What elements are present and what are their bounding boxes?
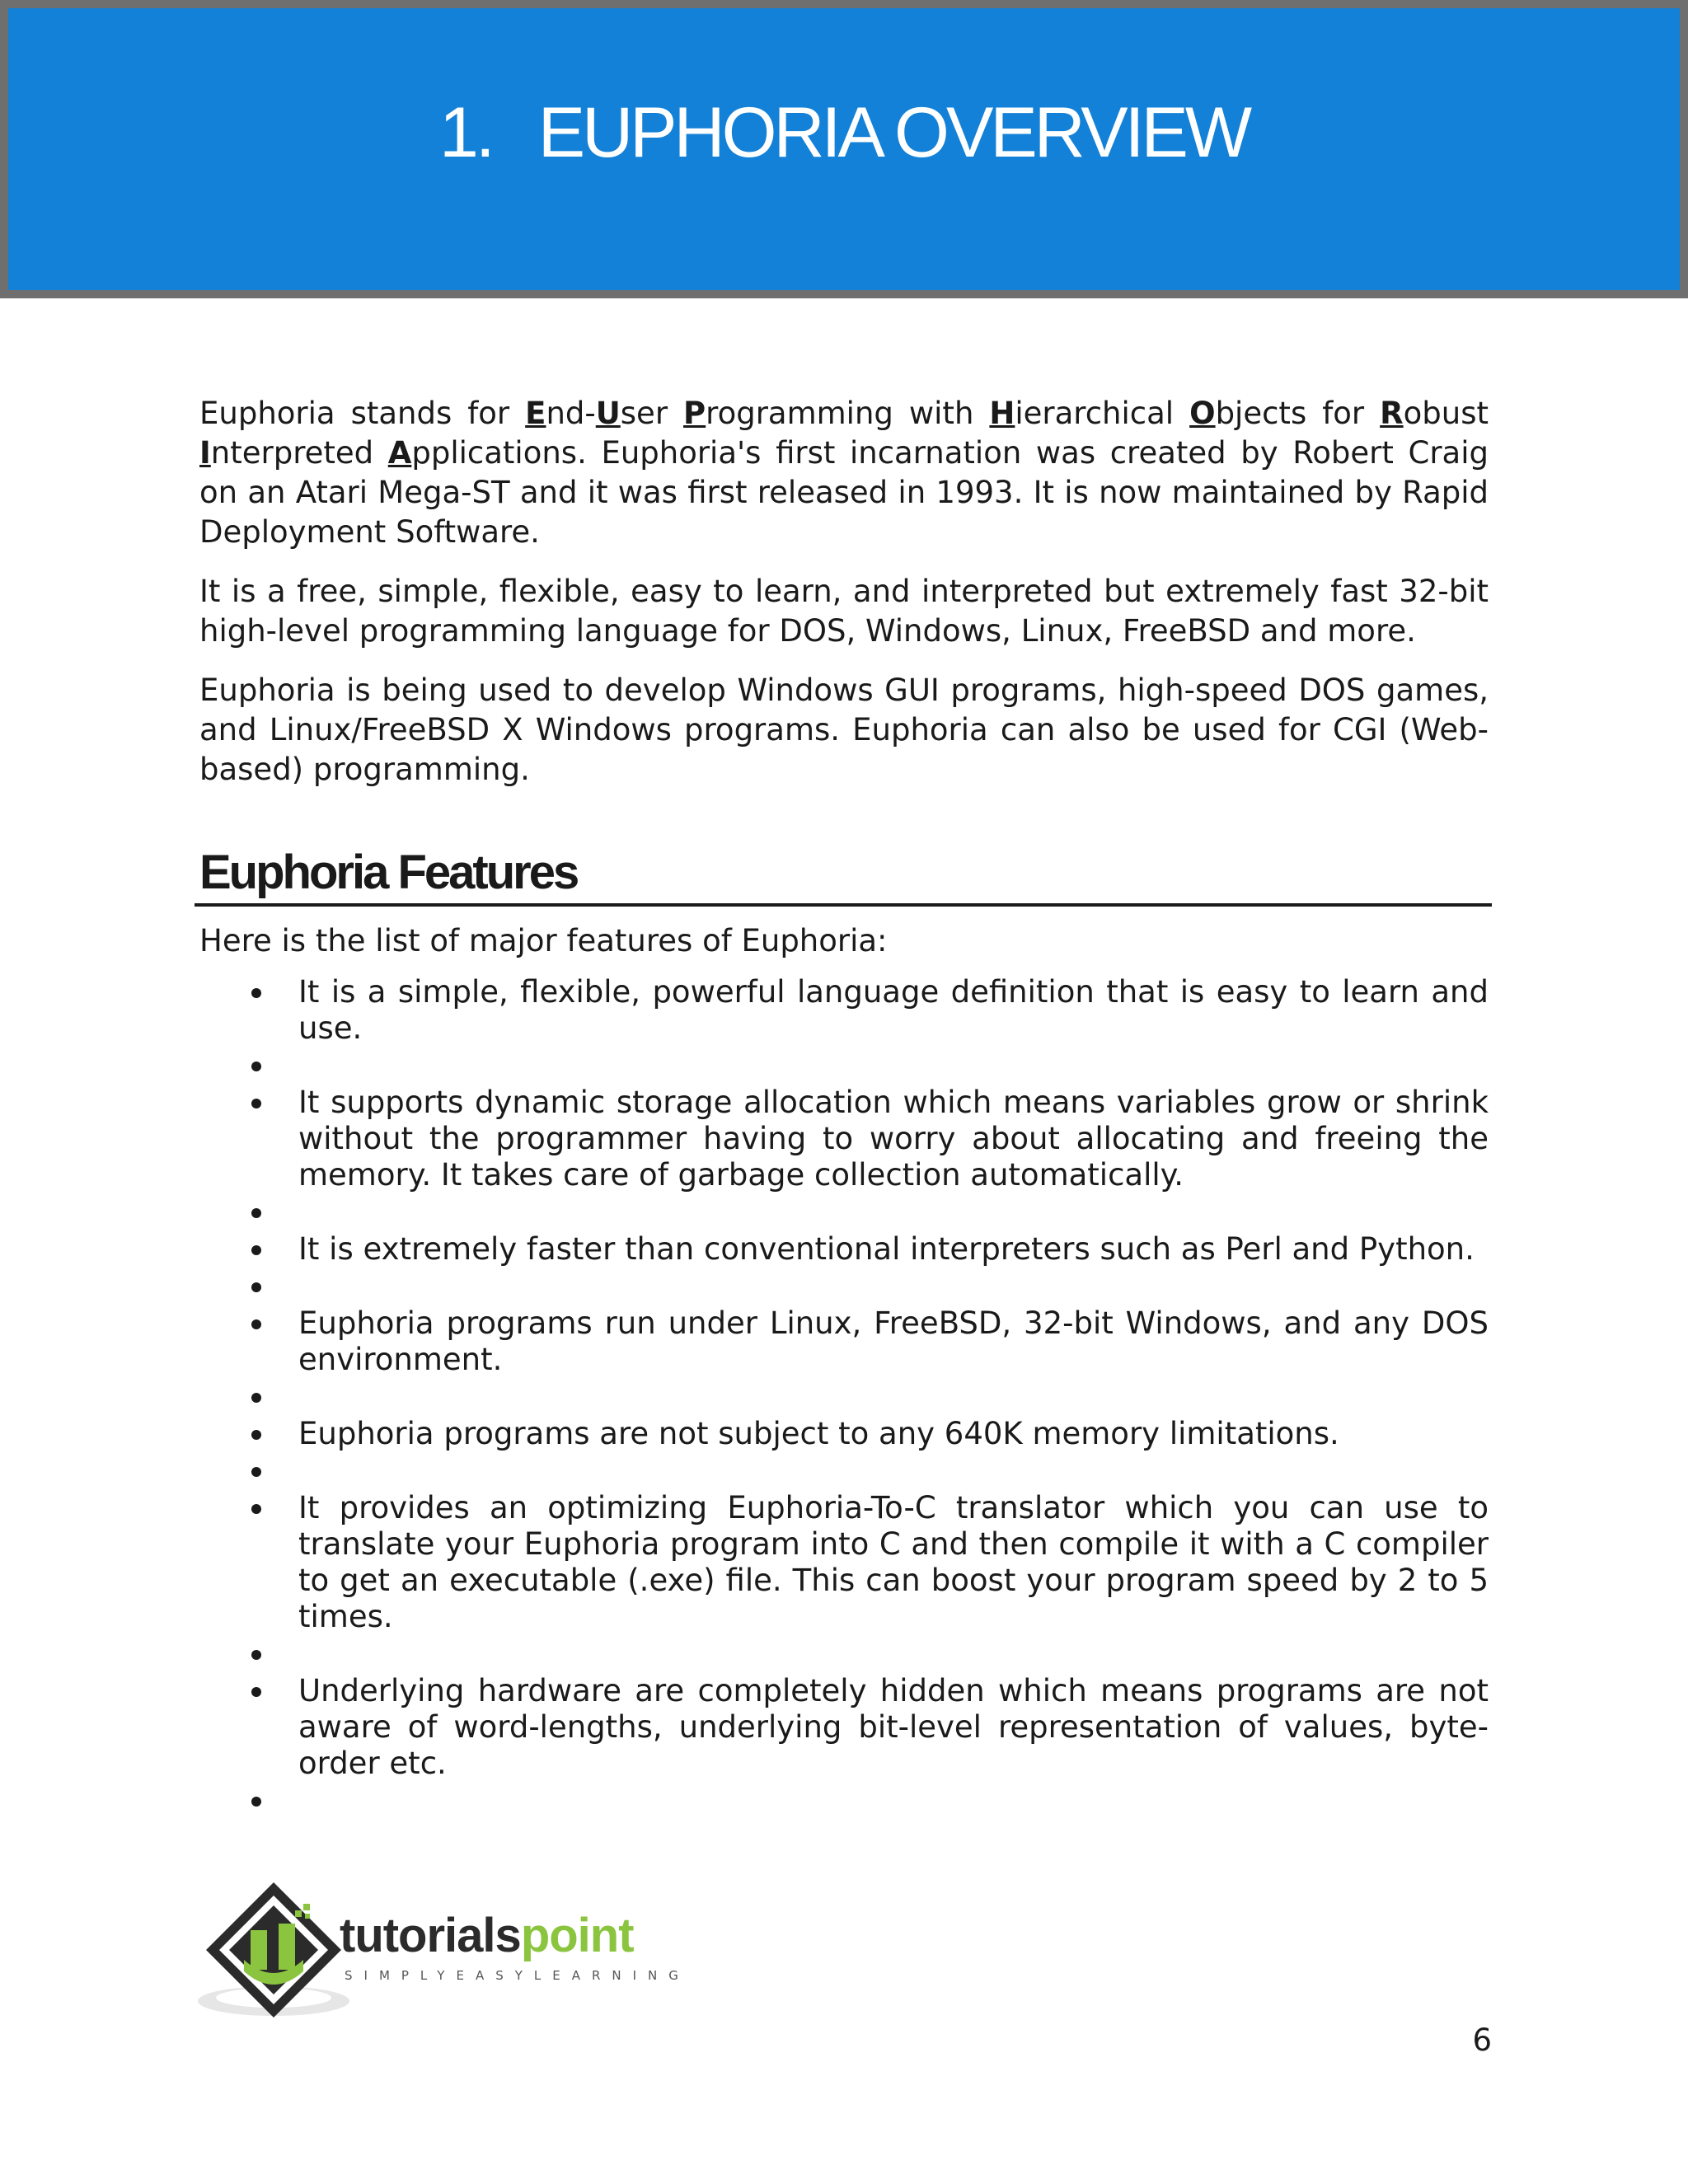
acronym-letter: P [683,396,706,431]
list-item-text: Euphoria programs run under Linux, FreeBSD, 32-bit Windows, and any DOS environment. [298,1305,1489,1377]
list-item [199,1231,1489,1268]
intro-paragraph [199,394,1489,552]
logo-word-tutorials: tutorials [340,1909,521,1962]
bullet-icon [251,1208,261,1218]
list-item [199,1085,1489,1193]
list-item-text: Euphoria programs are not subject to any 640K memory limitations. [298,1416,1339,1451]
list-item-text: It is extremely faster than conventional interpreters such as Perl and Python. [298,1231,1475,1267]
acronym-letter: H [989,396,1015,431]
features-intro: Here is the list of major features of Euphoria: [199,923,888,958]
list-item [199,1268,1489,1305]
list-item [199,1453,1489,1489]
bullet-icon [251,1062,261,1071]
intro-text: ierarchical [1015,396,1190,431]
features-list [199,974,1489,1819]
acronym-letter: O [1189,396,1216,431]
tutorialspoint-logo [198,1877,692,2022]
page-number: 6 [1472,2022,1492,2058]
acronym-letter: U [595,396,621,431]
list-item [199,1636,1489,1672]
acronym-letter: R [1380,396,1404,431]
list-item [199,1783,1489,1819]
chapter-number: 1. [438,93,492,172]
chapter-title [8,93,1680,172]
list-item [199,1673,1489,1782]
bullet-icon [251,1319,261,1329]
logo-wordmark [340,1909,634,1962]
list-item [199,974,1489,1047]
list-item-text: It supports dynamic storage allocation which means variables grow or shrink without the programmer having to worry about allocating and freeing the memory. It takes care of garbage collection automatically. [298,1085,1489,1193]
logo-tagline: SIMPLYEASYLEARNING [345,1968,690,1983]
acronym-letter: I [199,435,211,471]
bullet-icon [251,1430,261,1440]
intro-text: pplications. Euphoria's first incarnation was created by Robert Craig on an Atari Mega-ST and it was first released in 1993. It is now maintained by Rapid Deployment Software. [199,435,1489,550]
list-item [199,1416,1489,1452]
acronym-letter: A [387,435,412,471]
main-content [199,394,1489,1820]
chapter-banner [0,0,1688,298]
chapter-title-text: EUPHORIA OVERVIEW [537,93,1250,172]
intro-text: bjects for [1215,396,1381,431]
intro-text: nterpreted [210,435,388,471]
acronym-letter: E [525,396,546,431]
bullet-icon [251,1504,261,1514]
list-item [199,1047,1489,1084]
bullet-icon [251,1650,261,1660]
bullet-icon [251,1099,261,1108]
intro-text: nd- [546,396,596,431]
intro-text: Euphoria stands for [199,396,526,431]
list-item [199,1490,1489,1635]
bullet-icon [251,1282,261,1292]
list-item [199,1194,1489,1230]
logo-word-point: point [520,1909,634,1962]
intro-text: rogramming with [706,396,990,431]
list-item [199,1305,1489,1378]
section-heading: Euphoria Features [195,846,1492,907]
list-item [199,1379,1489,1415]
bullet-icon [251,1797,261,1807]
paragraph-language-description: It is a free, simple, flexible, easy to learn, and interpreted but extremely fast 32-bit high-level programming language for DOS, Windows, Linux, FreeBSD and more. [199,574,1489,649]
bullet-icon [251,1393,261,1403]
list-item-text: It is a simple, flexible, powerful language definition that is easy to learn and use. [298,974,1489,1046]
bullet-icon [251,1245,261,1255]
intro-text: ser [620,396,684,431]
bullet-icon [251,1467,261,1477]
paragraph-usage: Euphoria is being used to develop Windows GUI programs, high-speed DOS games, and Linux/FreeBSD X Windows programs. Euphoria can also be used for CGI (Web-based) programming. [199,673,1489,787]
bullet-icon [251,1687,261,1697]
intro-text: obust [1403,396,1489,431]
bullet-icon [251,988,261,998]
list-item-text: It provides an optimizing Euphoria-To-C translator which you can use to translate your Euphoria program into C and then compile it with a C compiler to get an executable (.exe) file. This can boost your program speed by 2 to 5 times. [298,1490,1489,1634]
list-item-text: Underlying hardware are completely hidden which means programs are not aware of word-lengths, underlying bit-level representation of values, byte-order etc. [298,1673,1489,1781]
